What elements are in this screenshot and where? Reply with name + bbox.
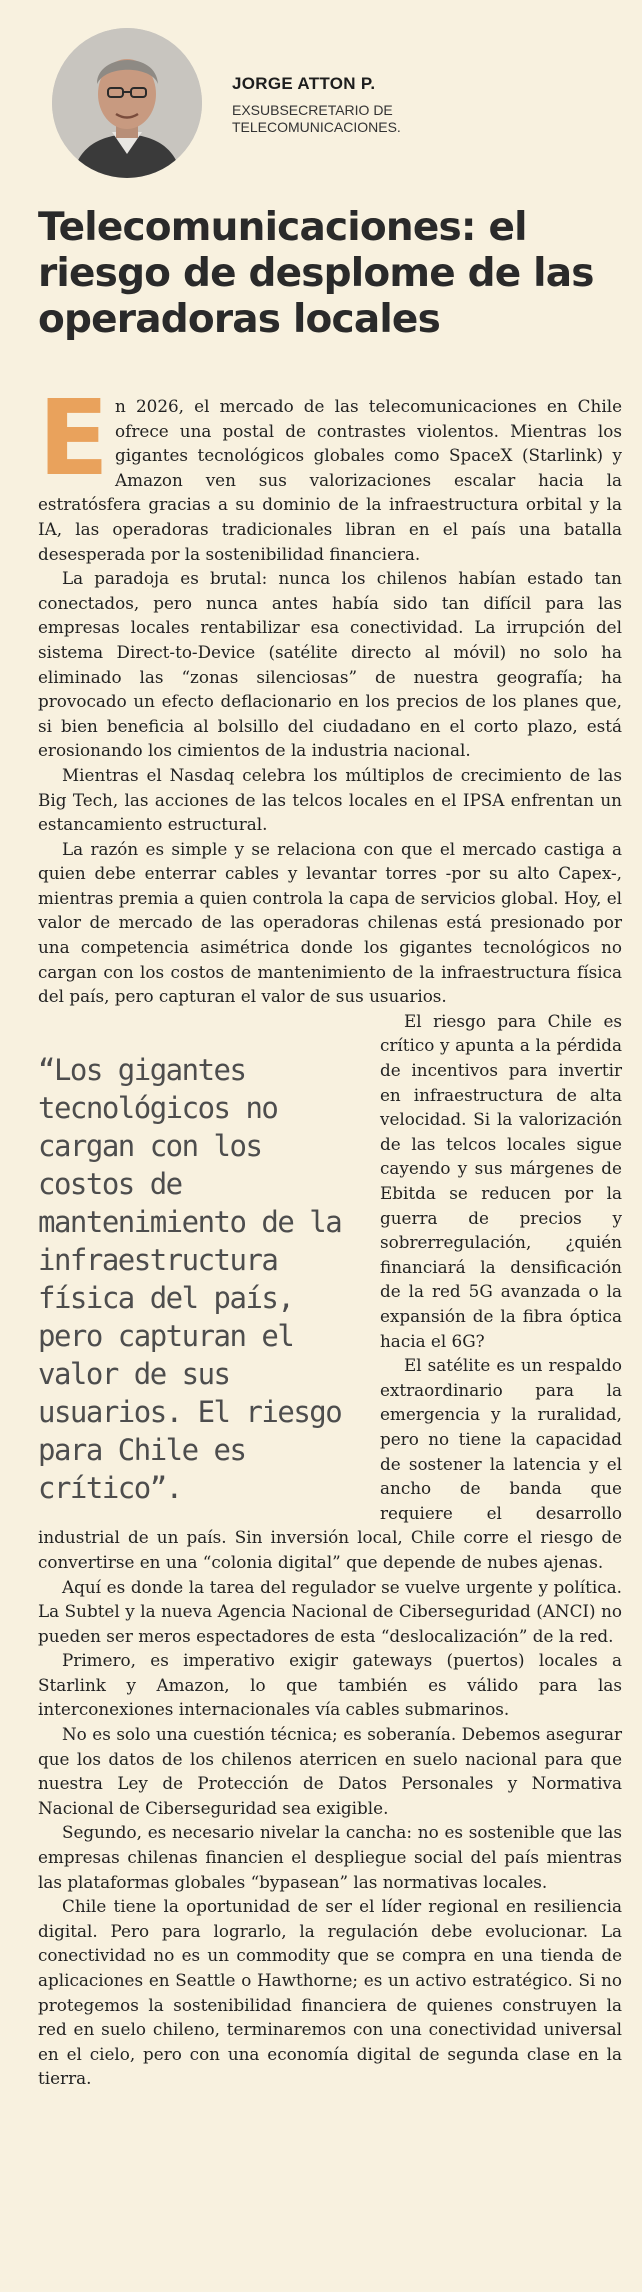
article-title: Telecomunicaciones: el riesgo de desplome de las operadoras locales — [38, 205, 594, 342]
author-portrait-icon — [52, 28, 202, 178]
article-paragraph — [38, 837, 622, 1009]
author-avatar — [52, 28, 202, 178]
article-paragraph: Segundo, es necesario nivelar la cancha: no es sostenible que las empresas chilenas financien el despliegue social del país mientras las plataformas globales “bypasean” las normativas locales. — [38, 1822, 622, 1892]
article-paragraph: La paradoja es brutal: nunca los chilenos habían estado tan conectados, pero nunca antes había sido tan difícil para las empresas locales rentabilizar esa conectividad. La irrupción del sistema Direct-to-Device (satélite directo al móvil) no solo ha eliminado las “zonas silenciosas” de nuestra geografía; ha provocado un efecto deflacionario en los precios de los planes que, si bien beneficia al bolsillo del ciudadano en el corto plazo, está erosionando los cimientos de la industria nacional. — [38, 568, 622, 761]
pull-quote-text: “Los gigantes tecnológicos no cargan con los costos de mantenimiento de la infraestructura física del país, pero capturan el valor de sus usuarios. El riesgo para Chile es crítico”. — [38, 1052, 342, 1505]
article-paragraph: No es solo una cuestión técnica; es soberanía. Debemos asegurar que los datos de los chilenos aterricen en suelo nacional para que nuestra Ley de Protección de Datos Personales y Normativa Nacional de Ciberseguridad sea exigible. — [38, 1724, 622, 1818]
paragraph-text: La razón es simple y se relaciona con que el mercado castiga a quien debe enterrar cables y levantar torres -por su alto Capex-, mientras premia a quien controla la capa de servicios global. Hoy, el valor de mercado de las operadoras chilenas está presionado por una competencia asimétrica donde los gigantes tecnológicos no cargan con los costos de mantenimiento de la infraestructura física del país, pero capturan el valor de sus usuarios. — [38, 838, 622, 1007]
article-paragraph: Aquí es donde la tarea del regulador se vuelve urgente y política. La Subtel y la nueva Agencia Nacional de Ciberseguridad (ANCI) no pueden ser meros espectadores de esta “deslocalización” de la red. — [38, 1576, 622, 1646]
article-paragraph: Primero, es imperativo exigir gateways (puertos) locales a Starlink y Amazon, lo que también es válido para las interconexiones internacionales vía cables submarinos. — [38, 1650, 622, 1720]
drop-cap: E — [38, 377, 110, 499]
article-paragraph: El riesgo para Chile es crítico y apunta a la pérdida de incentivos para invertir en infraestructura de alta velocidad. Si la valorización de las telcos locales sigue cayendo y sus márgenes de Ebitda se reducen por la guerra de precios y sobrerregulación, ¿quién financiará la densificación de la red 5G avanzada o la expansión de la fibra óptica hacia el 6G? — [380, 1010, 622, 1351]
pull-quote — [38, 1051, 358, 1507]
article-paragraph: El satélite es un respaldo extraordinario para la emergencia y la ruralidad, pero no tiene la capacidad de sostener la latencia y el ancho de banda que requiere el desarrollo industrial de un país. Sin inversión local, Chile corre el riesgo de convertirse en una “colonia digital” que depende de nubes ajenas. — [38, 1355, 622, 1572]
article-body — [38, 377, 622, 2091]
article-paragraph — [38, 377, 622, 566]
article-paragraph: Chile tiene la oportunidad de ser el líder regional en resiliencia digital. Pero para lograrlo, la regulación debe evolucionar. La conectividad no es un commodity que se compra en una tienda de aplicaciones en Seattle o Hawthorne; es un activo estratégico. Si no protegemos la sostenibilidad financiera de quienes construyen la red en suelo chileno, terminaremos con una conectividad universal en el cielo, pero con una economía digital de segunda clase en la tierra. — [38, 1896, 622, 2089]
author-name: JORGE ATTON P. — [232, 74, 376, 93]
paragraph-text: n 2026, el mercado de las telecomunicaciones en Chile ofrece una postal de contrastes violentos. Mientras los gigantes tecnológicos globales como SpaceX (Starlink) y Amazon ven sus valorizaciones escalar hacia la estratósfera gracias a su dominio de la infraestructura orbital y la IA, las operadoras tradicionales libran en el país una batalla desesperada por la sostenibilidad financiera. — [38, 396, 622, 564]
author-role: EXSUBSECRETARIO DE TELECOMUNICACIONES. — [232, 102, 401, 135]
article-paragraph: Mientras el Nasdaq celebra los múltiplos de crecimiento de las Big Tech, las acciones de las telcos locales en el IPSA enfrentan un estancamiento estructural. — [38, 764, 622, 835]
